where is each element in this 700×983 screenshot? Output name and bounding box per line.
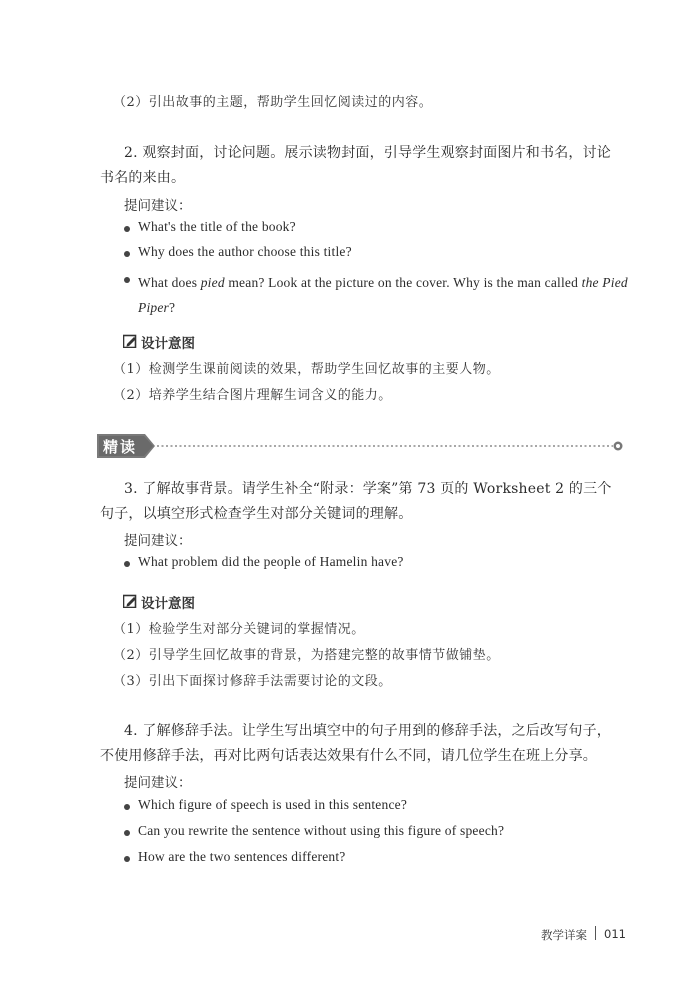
pencil-edit-icon — [123, 333, 137, 352]
step-3-prompt: 提问建议： — [124, 533, 192, 549]
design-1-item-2: （2）培养学生结合图片理解生词含义的能力。 — [113, 388, 392, 403]
emphasis-pied-piper: the Pied Piper — [138, 275, 628, 315]
design-intent-heading: 设计意图 — [141, 336, 195, 352]
bullet-icon — [124, 856, 130, 862]
step-2-question-1: What's the title of the book? — [138, 219, 296, 234]
step-3-paragraph: 3. 了解故事背景。请学生补全“附录：学案”第 73 页的 Worksheet 2 的三个句子，以填空形式检查学生对部分关键词的理解。 — [100, 481, 612, 522]
design-2-item-2: （2）引导学生回忆故事的背景，为搭建完整的故事情节做铺垫。 — [113, 648, 500, 663]
step-4-question-3: How are the two sentences different? — [138, 849, 346, 864]
bullet-icon — [124, 226, 130, 232]
prior-item-2: （2）引出故事的主题，帮助学生回忆阅读过的内容。 — [113, 95, 433, 110]
bullet-icon — [124, 251, 130, 257]
step-2-paragraph: 2. 观察封面，讨论问题。展示读物封面，引导学生观察封面图片和书名，讨论书名的来由。 — [100, 145, 612, 186]
footer-divider — [595, 926, 596, 940]
design-2-item-1: （1）检验学生对部分关键词的掌握情况。 — [113, 622, 365, 637]
step-4-question-1: Which figure of speech is used in this sentence? — [138, 797, 408, 812]
bullet-icon — [124, 830, 130, 836]
section-title: 精读 — [103, 438, 138, 456]
step-4-paragraph: 4. 了解修辞手法。让学生写出填空中的句子用到的修辞手法，之后改写句子，不使用修辞手法，再对比两句话表达效果有什么不同，请几位学生在班上分享。 — [100, 723, 612, 764]
emphasis-pied: pied — [200, 275, 225, 290]
design-1-item-1: （1）检测学生课前阅读的效果，帮助学生回忆故事的主要人物。 — [113, 362, 500, 377]
step-4-prompt: 提问建议： — [124, 775, 192, 791]
section-header-close-reading — [97, 432, 627, 460]
bullet-icon — [124, 277, 130, 283]
design-intent-heading: 设计意图 — [141, 596, 195, 612]
step-3-question-1: What problem did the people of Hamelin have? — [138, 554, 404, 569]
step-2-question-3: What does pied mean? Look at the picture on the cover. Why is the man called the Pied Piper? — [138, 275, 628, 315]
design-2-item-3: （3）引出下面探讨修辞手法需要讨论的文段。 — [113, 674, 392, 689]
page-number: 011 — [604, 927, 626, 941]
pencil-edit-icon — [123, 593, 137, 612]
step-4-question-2: Can you rewrite the sentence without using this figure of speech? — [138, 823, 505, 838]
footer-title: 教学详案 — [541, 928, 587, 942]
bullet-icon — [124, 561, 130, 567]
bullet-icon — [124, 804, 130, 810]
step-2-prompt: 提问建议： — [124, 198, 192, 214]
step-2-question-2: Why does the author choose this title? — [138, 244, 352, 259]
